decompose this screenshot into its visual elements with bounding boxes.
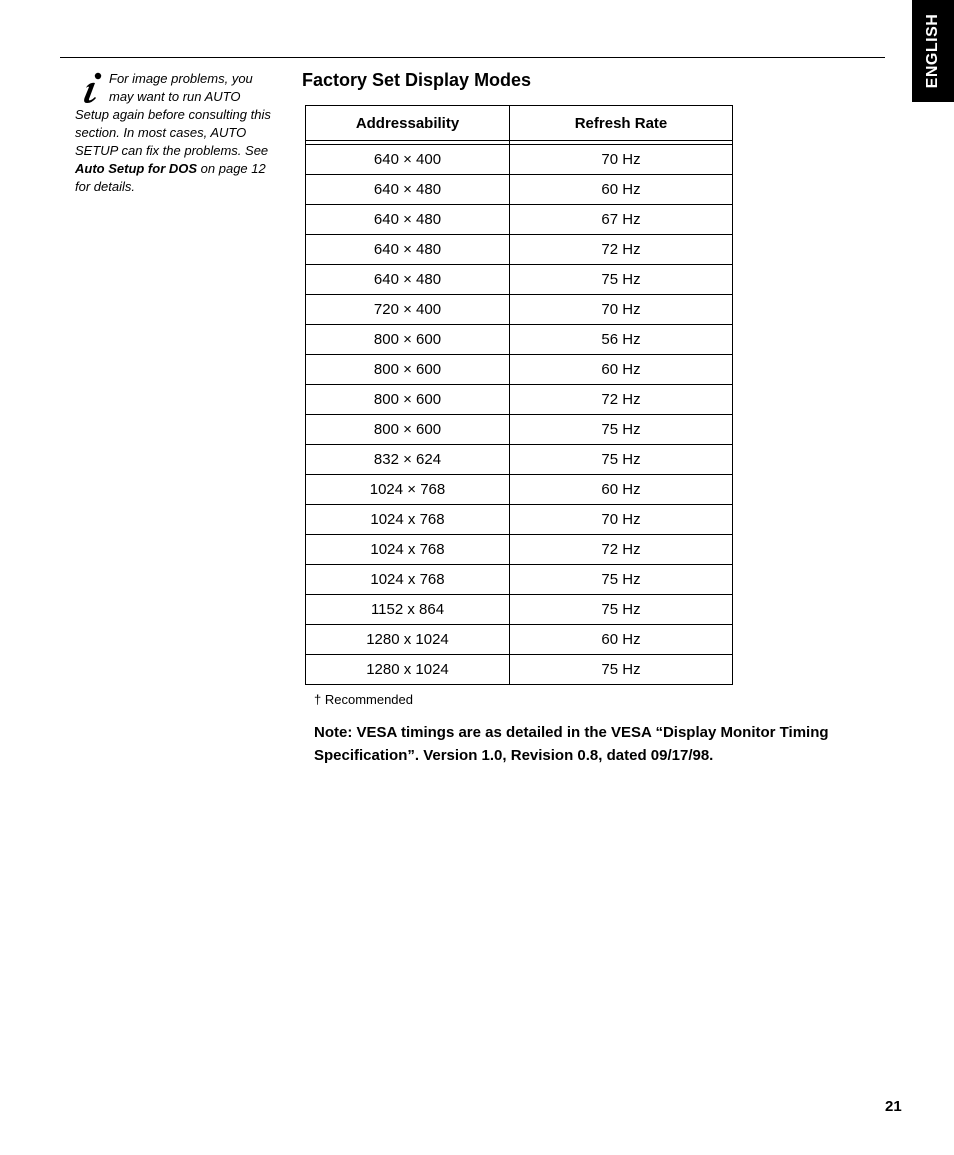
table-row bbox=[306, 295, 733, 325]
table-body bbox=[306, 141, 733, 685]
table-row bbox=[306, 205, 733, 235]
refresh-rate-cell: 67 Hz bbox=[510, 205, 733, 235]
addressability-cell: 720 × 400 bbox=[306, 295, 510, 325]
sidebar-note bbox=[75, 70, 280, 196]
addressability-cell: 1280 x 1024 bbox=[306, 625, 510, 655]
table-row bbox=[306, 325, 733, 355]
addressability-cell: 640 × 480 bbox=[306, 265, 510, 295]
table-header-row bbox=[306, 106, 733, 141]
addressability-cell: 1024 × 768 bbox=[306, 475, 510, 505]
addressability-cell: 1280 x 1024 bbox=[306, 655, 510, 685]
table-row bbox=[306, 655, 733, 685]
refresh-rate-cell: 70 Hz bbox=[510, 145, 733, 175]
footnote: † Recommended bbox=[314, 692, 413, 707]
sidebar-note-line: Setup again before consulting this bbox=[75, 107, 271, 122]
header-rule bbox=[60, 57, 885, 58]
table-row bbox=[306, 175, 733, 205]
addressability-cell: 1024 x 768 bbox=[306, 535, 510, 565]
refresh-rate-cell: 72 Hz bbox=[510, 385, 733, 415]
refresh-rate-cell: 72 Hz bbox=[510, 235, 733, 265]
addressability-cell: 640 × 480 bbox=[306, 235, 510, 265]
addressability-cell: 1152 x 864 bbox=[306, 595, 510, 625]
vesa-note: Note: VESA timings are as detailed in the VESA “Display Monitor Timing Specification”. Version 1.0, Revision 0.8, dated 09/17/98. bbox=[314, 724, 829, 764]
table-row bbox=[306, 565, 733, 595]
refresh-rate-cell: 60 Hz bbox=[510, 355, 733, 385]
refresh-rate-cell: 75 Hz bbox=[510, 655, 733, 685]
refresh-rate-cell: 75 Hz bbox=[510, 595, 733, 625]
table-row bbox=[306, 415, 733, 445]
addressability-cell: 832 × 624 bbox=[306, 445, 510, 475]
refresh-rate-cell: 72 Hz bbox=[510, 535, 733, 565]
refresh-rate-cell: 60 Hz bbox=[510, 175, 733, 205]
column-header-refresh-rate: Refresh Rate bbox=[510, 106, 733, 141]
table-row bbox=[306, 265, 733, 295]
refresh-rate-cell: 75 Hz bbox=[510, 265, 733, 295]
table-row bbox=[306, 595, 733, 625]
refresh-rate-cell: 75 Hz bbox=[510, 445, 733, 475]
table-row bbox=[306, 355, 733, 385]
addressability-cell: 800 × 600 bbox=[306, 385, 510, 415]
table-row bbox=[306, 475, 733, 505]
page-number: 21 bbox=[885, 1098, 902, 1115]
language-tab-label: ENGLISH bbox=[924, 13, 941, 89]
addressability-cell: 1024 x 768 bbox=[306, 565, 510, 595]
language-tab bbox=[912, 0, 954, 102]
table-row bbox=[306, 535, 733, 565]
table-row bbox=[306, 145, 733, 175]
table-row bbox=[306, 385, 733, 415]
auto-setup-reference: Auto Setup for DOS bbox=[75, 161, 198, 176]
addressability-cell: 800 × 600 bbox=[306, 415, 510, 445]
addressability-cell: 640 × 480 bbox=[306, 175, 510, 205]
sidebar-note-line: may want to run AUTO bbox=[109, 89, 241, 104]
display-modes-table bbox=[305, 105, 733, 685]
table-row bbox=[306, 625, 733, 655]
addressability-cell: 1024 x 768 bbox=[306, 505, 510, 535]
addressability-cell: 800 × 600 bbox=[306, 355, 510, 385]
refresh-rate-cell: 70 Hz bbox=[510, 505, 733, 535]
refresh-rate-cell: 60 Hz bbox=[510, 625, 733, 655]
table-row bbox=[306, 235, 733, 265]
addressability-cell: 640 × 480 bbox=[306, 205, 510, 235]
refresh-rate-cell: 75 Hz bbox=[510, 565, 733, 595]
refresh-rate-cell: 75 Hz bbox=[510, 415, 733, 445]
sidebar-note-line: SETUP can fix the problems. See bbox=[75, 143, 269, 158]
sidebar-note-line bbox=[75, 160, 280, 178]
column-header-addressability: Addressability bbox=[306, 106, 510, 141]
sidebar-note-line: For image problems, you bbox=[109, 71, 253, 86]
refresh-rate-cell: 56 Hz bbox=[510, 325, 733, 355]
table-row bbox=[306, 445, 733, 475]
table-row bbox=[306, 505, 733, 535]
addressability-cell: 640 × 400 bbox=[306, 145, 510, 175]
section-title: Factory Set Display Modes bbox=[302, 70, 532, 90]
sidebar-note-line: section. In most cases, AUTO bbox=[75, 125, 247, 140]
sidebar-note-line: for details. bbox=[75, 179, 135, 194]
page-reference: on page 12 bbox=[197, 161, 266, 176]
refresh-rate-cell: 60 Hz bbox=[510, 475, 733, 505]
addressability-cell: 800 × 600 bbox=[306, 325, 510, 355]
refresh-rate-cell: 70 Hz bbox=[510, 295, 733, 325]
